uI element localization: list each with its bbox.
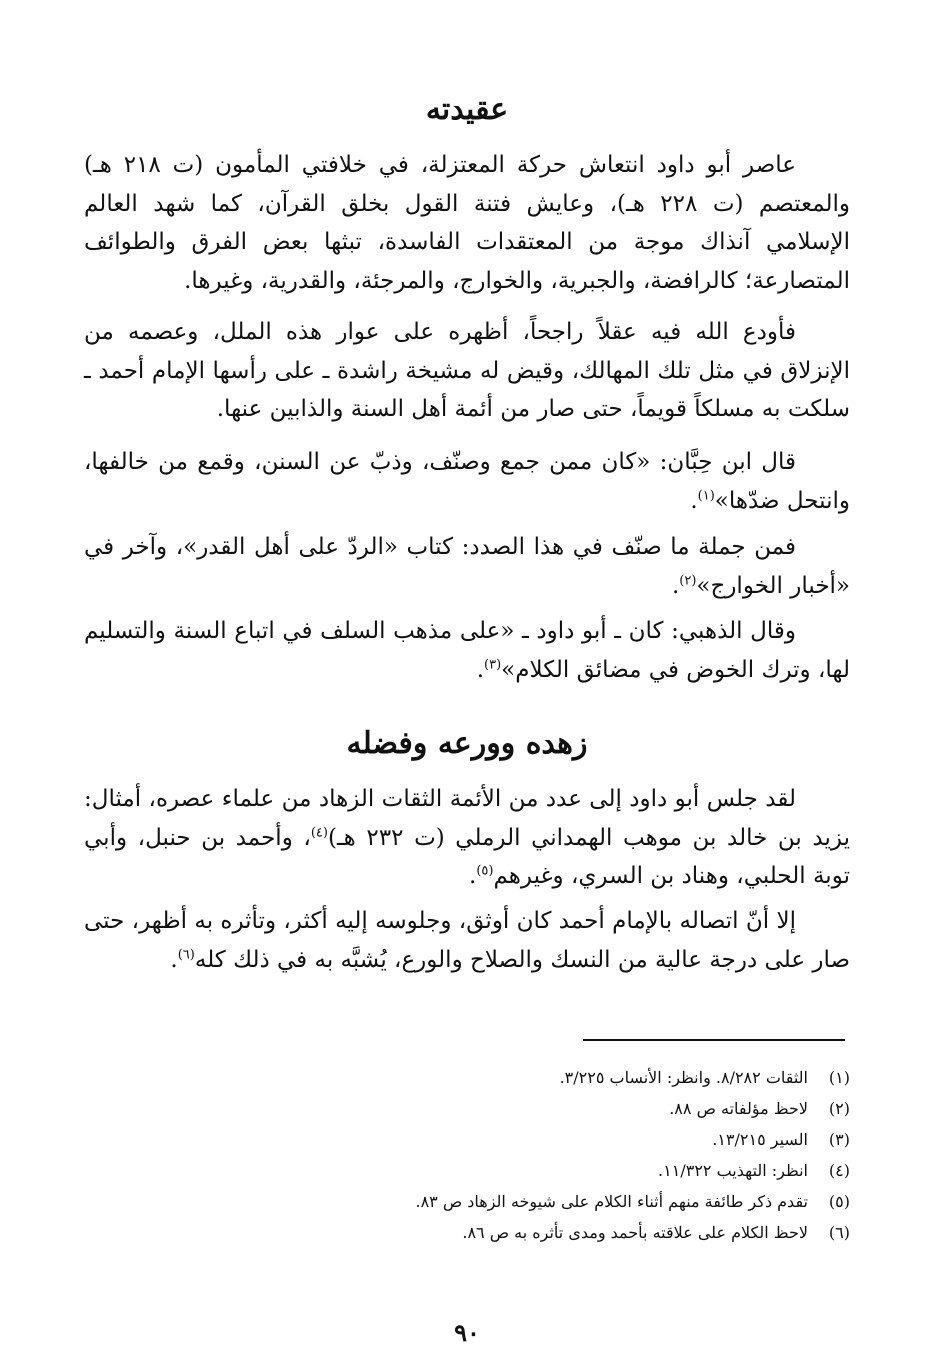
- footnote-number: (٥): [828, 1192, 850, 1211]
- paragraph-works: [84, 528, 850, 605]
- sentence-end: .: [170, 946, 178, 973]
- footnote-divider: [583, 1039, 845, 1041]
- paragraph-dhahabi-quote: [84, 612, 850, 689]
- sentence-end: .: [690, 487, 698, 514]
- footnotes-list: [290, 1062, 850, 1248]
- footnote-item: [290, 1186, 850, 1217]
- footnote-number: (٦): [828, 1223, 850, 1242]
- paragraph-teachers: [84, 780, 850, 896]
- footnote-number: (٣): [828, 1130, 850, 1149]
- paragraph-ibn-hibban-quote: [84, 443, 850, 520]
- footnote-text: السير ١٣/٢١٥.: [712, 1130, 808, 1149]
- sentence-end: .: [671, 572, 680, 599]
- footnote-text: انظر: التهذيب ١١/٣٢٢.: [658, 1161, 808, 1180]
- footnote-item: [290, 1093, 850, 1124]
- footnote-item: [290, 1124, 850, 1155]
- footnote-text: تقدم ذكر طائفة منهم أثناء الكلام على شيوخه الزهاد ص ٨٣.: [415, 1192, 808, 1211]
- footnote-item: [290, 1062, 850, 1093]
- quote-text: قال ابن حِبَّان: «كان ممن جمع وصنّف، وذبّ عن السنن، وقمع من خالفها، وانتحل ضدّها»: [84, 449, 850, 514]
- page-number: ٩٠: [454, 1318, 480, 1347]
- footnote-marker: (٥): [476, 863, 494, 879]
- paragraph-belief-2: فأودع الله فيه عقلاً راجحاً، أظهره على عوار هذه الملل، وعصمه من الإنزلاق في مثل تلك المهالك، وقيض له مشيخة راشدة ـ على رأسها الإمام أحمد ـ سلكت به مسلكاً قويماً، حتى صار من أئمة أهل السنة والذابين عنها.: [84, 319, 850, 422]
- section-title-belief: عقيدته: [425, 92, 509, 127]
- footnote-number: (١): [828, 1068, 850, 1087]
- sentence-end: .: [476, 656, 485, 683]
- imam-ahmad-text: إلا أنّ اتصاله بالإمام أحمد كان أوثق، وجلوسه إليه أكثر، وتأثره به أظهر، حتى صار على درجة عالية من النسك والصلاح والورع، يُشبَّه به في ذلك كله: [84, 908, 850, 973]
- footnote-item: [290, 1155, 850, 1186]
- footnote-marker: (٣): [484, 656, 502, 672]
- footnote-marker: (٦): [177, 946, 195, 962]
- footnote-number: (٢): [828, 1099, 850, 1118]
- footnote-marker: (٤): [310, 824, 328, 840]
- footnote-item: [290, 1217, 850, 1248]
- sentence-end: .: [469, 863, 477, 889]
- paragraph-belief-1: عاصر أبو داود انتعاش حركة المعتزلة، في خلافتي المأمون (ت ٢١٨ هـ) والمعتصم (ت ٢٢٨ هـ)، وعايش فتنة القول بخلق القرآن، كما شهد العالم الإسلامي آنذاك موجة من المعتقدات الفاسدة، تبثها بعض الفرق والطوائف المتصارعة؛ كالرافضة، والجبرية، والخوارج، والمرجئة، والقدرية، وغيرها.: [84, 152, 850, 294]
- quote-text: وقال الذهبي: كان ـ أبو داود ـ «على مذهب السلف في اتباع السنة والتسليم لها، وترك الخوض في مضائق الكلام»: [84, 618, 850, 683]
- footnote-text: لاحظ مؤلفاته ص ٨٨.: [669, 1099, 808, 1118]
- footnote-marker: (١): [697, 487, 715, 503]
- teachers-text: لقد جلس أبو داود إلى عدد من الأئمة الثقات الزهاد من علماء عصره، أمثال: يزيد بن خالد بن موهب الهمداني الرملي (ت ٢٣٢ هـ): [84, 786, 851, 851]
- footnote-marker: (٢): [679, 572, 697, 588]
- footnote-text: الثقات ٨/٢٨٢. وانظر: الأنساب ٣/٢٢٥.: [559, 1068, 808, 1087]
- section-title-asceticism: زهده وورعه وفضله: [346, 726, 588, 761]
- teachers-text-continued: ، وأحمد بن حنبل، وأبي توبة الحلبي، وهناد بن السري، وغيرهم: [84, 824, 850, 889]
- works-text: فمن جملة ما صنّف في هذا الصدد: كتاب «الردّ على أهل القدر»، وآخر في «أخبار الخوارج»: [84, 534, 850, 599]
- paragraph-imam-ahmad: [84, 902, 850, 979]
- footnote-number: (٤): [828, 1161, 850, 1180]
- footnote-text: لاحظ الكلام على علاقته بأحمد ومدى تأثره به ص ٨٦.: [462, 1223, 808, 1242]
